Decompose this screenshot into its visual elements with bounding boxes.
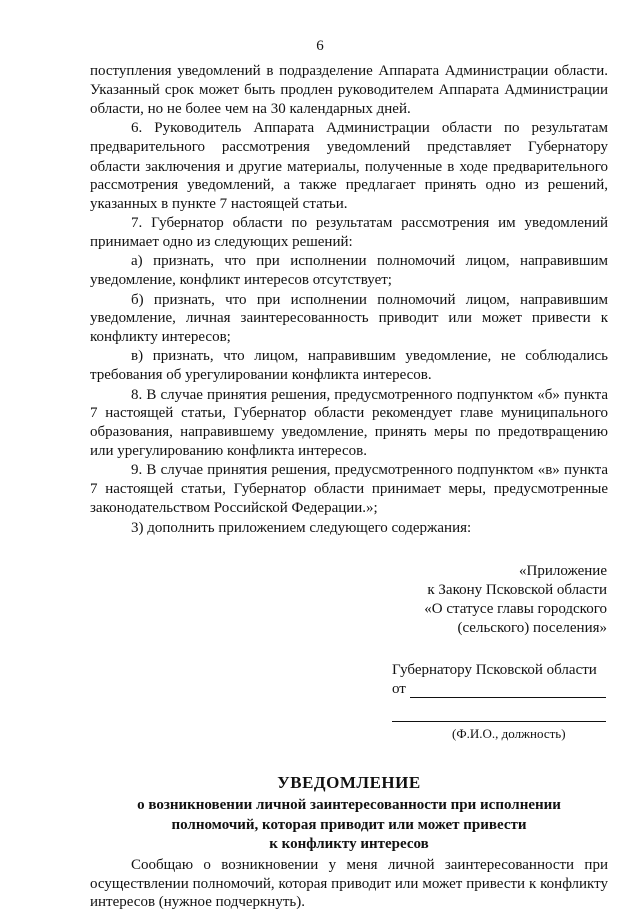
body-line: 9. В случае принятия решения, предусмотренного подпунктом «в» пункта [131,461,608,478]
fio-caption: (Ф.И.О., должность) [452,726,566,741]
appendix-line: «Приложение [518,562,607,579]
body-line: 6. Руководитель Аппарата Администрации области по результатам [131,120,608,137]
body-line: а) признать, что при исполнении полномочий лицом, направившим [131,253,608,270]
body-line: 3) дополнить приложением следующего содержания: [131,519,472,536]
body-line: 7. Губернатор области по результатам рассмотрения им уведомлений [131,215,608,232]
body-line: предварительного рассмотрения уведомлений представляет Губернатору [90,139,608,155]
appendix-line: «О статусе главы городского [424,600,607,617]
closing-line: Сообщаю о возникновении у меня личной заинтересованности при [131,857,608,874]
appendix-line: (сельского) поселения» [457,620,607,637]
closing-line: интересов (нужное подчеркнуть). [90,894,305,911]
notice-subtitle-line: о возникновении личной заинтересованности при исполнении [137,797,561,814]
body-line: 7 настоящей статьи, Губернатор области принимает меры, предусмотренные [90,481,608,498]
body-line: указанных в пункте 7 настоящей статьи. [90,195,348,212]
appendix-line: к Закону Псковской области [427,582,607,599]
body-line: законодательством Российской Федерации.»; [90,500,378,516]
body-line: области, но не более чем на 30 календарных дней. [90,100,411,117]
body-line: образования, направившему уведомление, принять меры по предотвращению [90,423,608,440]
addressee-to: Губернатору Псковской области [392,662,597,679]
notice-subtitle-line: полномочий, которая приводит или может привести [171,817,527,833]
body-line: Указанный срок может быть продлен руководителем Аппарата Администрации [90,82,608,99]
body-line: области заключения и другие материалы, полученные в ходе предварительного [90,158,608,175]
body-line: уведомление, личная заинтересованность приводит или может привести к [90,310,608,327]
body-line: 7 настоящей статьи, Губернатор области рекомендует главе муниципального [90,405,608,422]
body-line: 8. В случае принятия решения, предусмотренного подпунктом «б» пункта [131,386,608,403]
body-line: принимает одно из следующих решений: [90,233,353,250]
body-line: конфликту интересов; [90,328,231,345]
body-line: рассмотрения уведомлений, а также предлагает принять одно из решений, [90,177,608,194]
body-line: б) признать, что при исполнении полномочий лицом, направившим [131,291,608,308]
body-line: требования об урегулировании конфликта интересов. [90,366,432,383]
closing-line: осуществлении полномочий, которая приводит или может привести к конфликту [90,875,608,892]
position-line [392,721,606,722]
notice-subtitle-line: к конфликту интересов [269,835,429,852]
body-line: в) признать, что лицом, направившим уведомление, не соблюдались [131,348,608,365]
addressee-from-label: от [392,681,406,697]
body-line: или урегулированию конфликта интересов. [90,443,367,460]
notice-title: УВЕДОМЛЕНИЕ [277,772,421,792]
from-line [410,697,606,698]
body-line: поступления уведомлений в подразделение Аппарата Администрации области. [90,62,608,79]
page-number: 6 [316,38,324,54]
body-line: уведомление, конфликт интересов отсутствует; [90,272,392,288]
